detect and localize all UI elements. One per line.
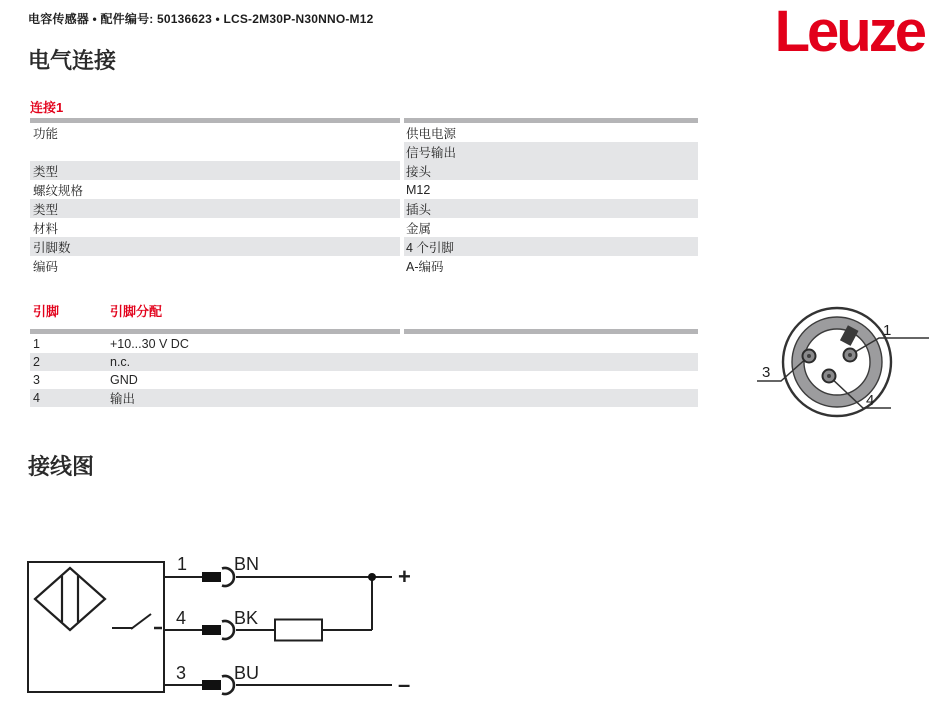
wire1-pin-label: 1 xyxy=(177,554,188,574)
table-row xyxy=(30,218,698,237)
m12-connector-diagram xyxy=(753,300,929,420)
row-value: 金属 xyxy=(406,221,432,236)
pin-4-contact xyxy=(823,370,836,383)
wiring-diagram xyxy=(0,530,929,702)
pin-column-header: 引脚 xyxy=(33,304,60,319)
row-label: 材料 xyxy=(33,221,59,236)
table-row xyxy=(30,256,698,275)
wiring-section-title: 接线图 xyxy=(28,454,95,479)
minus-terminal-label: – xyxy=(398,672,411,697)
wire4-color-label: BK xyxy=(234,608,259,628)
row-label: 螺纹规格 xyxy=(33,183,84,198)
row-value: M12 xyxy=(406,182,431,197)
row-value: 4 个引脚 xyxy=(404,237,698,256)
pin-3-contact xyxy=(803,350,816,363)
table-row xyxy=(30,371,698,389)
leuze-logo: Leuze xyxy=(774,0,924,64)
table-row xyxy=(30,353,698,371)
page-title: 电气连接 xyxy=(28,48,117,73)
table-row xyxy=(30,161,698,180)
sensor-body-outline xyxy=(28,562,164,692)
wire3-color-label: BU xyxy=(234,663,260,683)
row-label: 类型 xyxy=(30,161,400,180)
connector-pin3-label: 3 xyxy=(762,364,771,381)
pin-assignment: n.c. xyxy=(110,355,131,369)
row-label xyxy=(30,142,400,161)
wire4-pin-label: 4 xyxy=(176,608,187,628)
row-value: 供电电源 xyxy=(406,126,457,141)
table-header-bar xyxy=(30,329,698,334)
table-row xyxy=(30,335,698,353)
pin-number: 1 xyxy=(33,337,40,351)
document-meta-line: 电容传感器 • 配件编号: 50136623 • LCS-2M30P-N30NNO-M12 xyxy=(28,12,374,26)
pin-number: 3 xyxy=(33,373,40,387)
load-resistor-symbol xyxy=(275,620,322,641)
pin-number: 4 xyxy=(33,391,40,405)
connection-section-label: 连接1 xyxy=(30,100,64,115)
pin-assignment: +10...30 V DC xyxy=(110,337,189,351)
table-row xyxy=(30,237,698,256)
table-row xyxy=(30,389,698,407)
table-row xyxy=(30,142,698,161)
wire1-color-label: BN xyxy=(234,554,260,574)
connector-pin1-label: 1 xyxy=(883,322,892,339)
plug-contact-symbols xyxy=(202,568,234,694)
pin-assignment-table xyxy=(30,329,698,407)
wire3-pin-label: 3 xyxy=(176,663,187,683)
capacitive-sensor-symbol xyxy=(35,568,105,630)
plus-terminal-label: + xyxy=(398,564,411,589)
row-label: 编码 xyxy=(33,259,59,274)
row-label: 功能 xyxy=(33,126,59,141)
connector-pin4-label: 4 xyxy=(866,392,875,409)
pin-number: 2 xyxy=(33,355,40,369)
row-value: A-编码 xyxy=(406,259,444,274)
junction-dot xyxy=(368,573,376,581)
connection-properties-table xyxy=(30,118,698,275)
row-label: 引脚数 xyxy=(30,237,400,256)
row-value: 信号输出 xyxy=(404,142,698,161)
assignment-column-header: 引脚分配 xyxy=(110,304,163,319)
table-row xyxy=(30,123,698,142)
table-row xyxy=(30,180,698,199)
pin-assignment: 输出 xyxy=(110,392,136,406)
pin-1-contact xyxy=(844,349,857,362)
pin-table-header xyxy=(30,301,698,317)
table-row xyxy=(30,199,698,218)
row-value: 插头 xyxy=(404,199,698,218)
pin-assignment: GND xyxy=(110,373,138,387)
row-value: 接头 xyxy=(404,161,698,180)
switch-symbol xyxy=(112,614,162,629)
row-label: 类型 xyxy=(30,199,400,218)
